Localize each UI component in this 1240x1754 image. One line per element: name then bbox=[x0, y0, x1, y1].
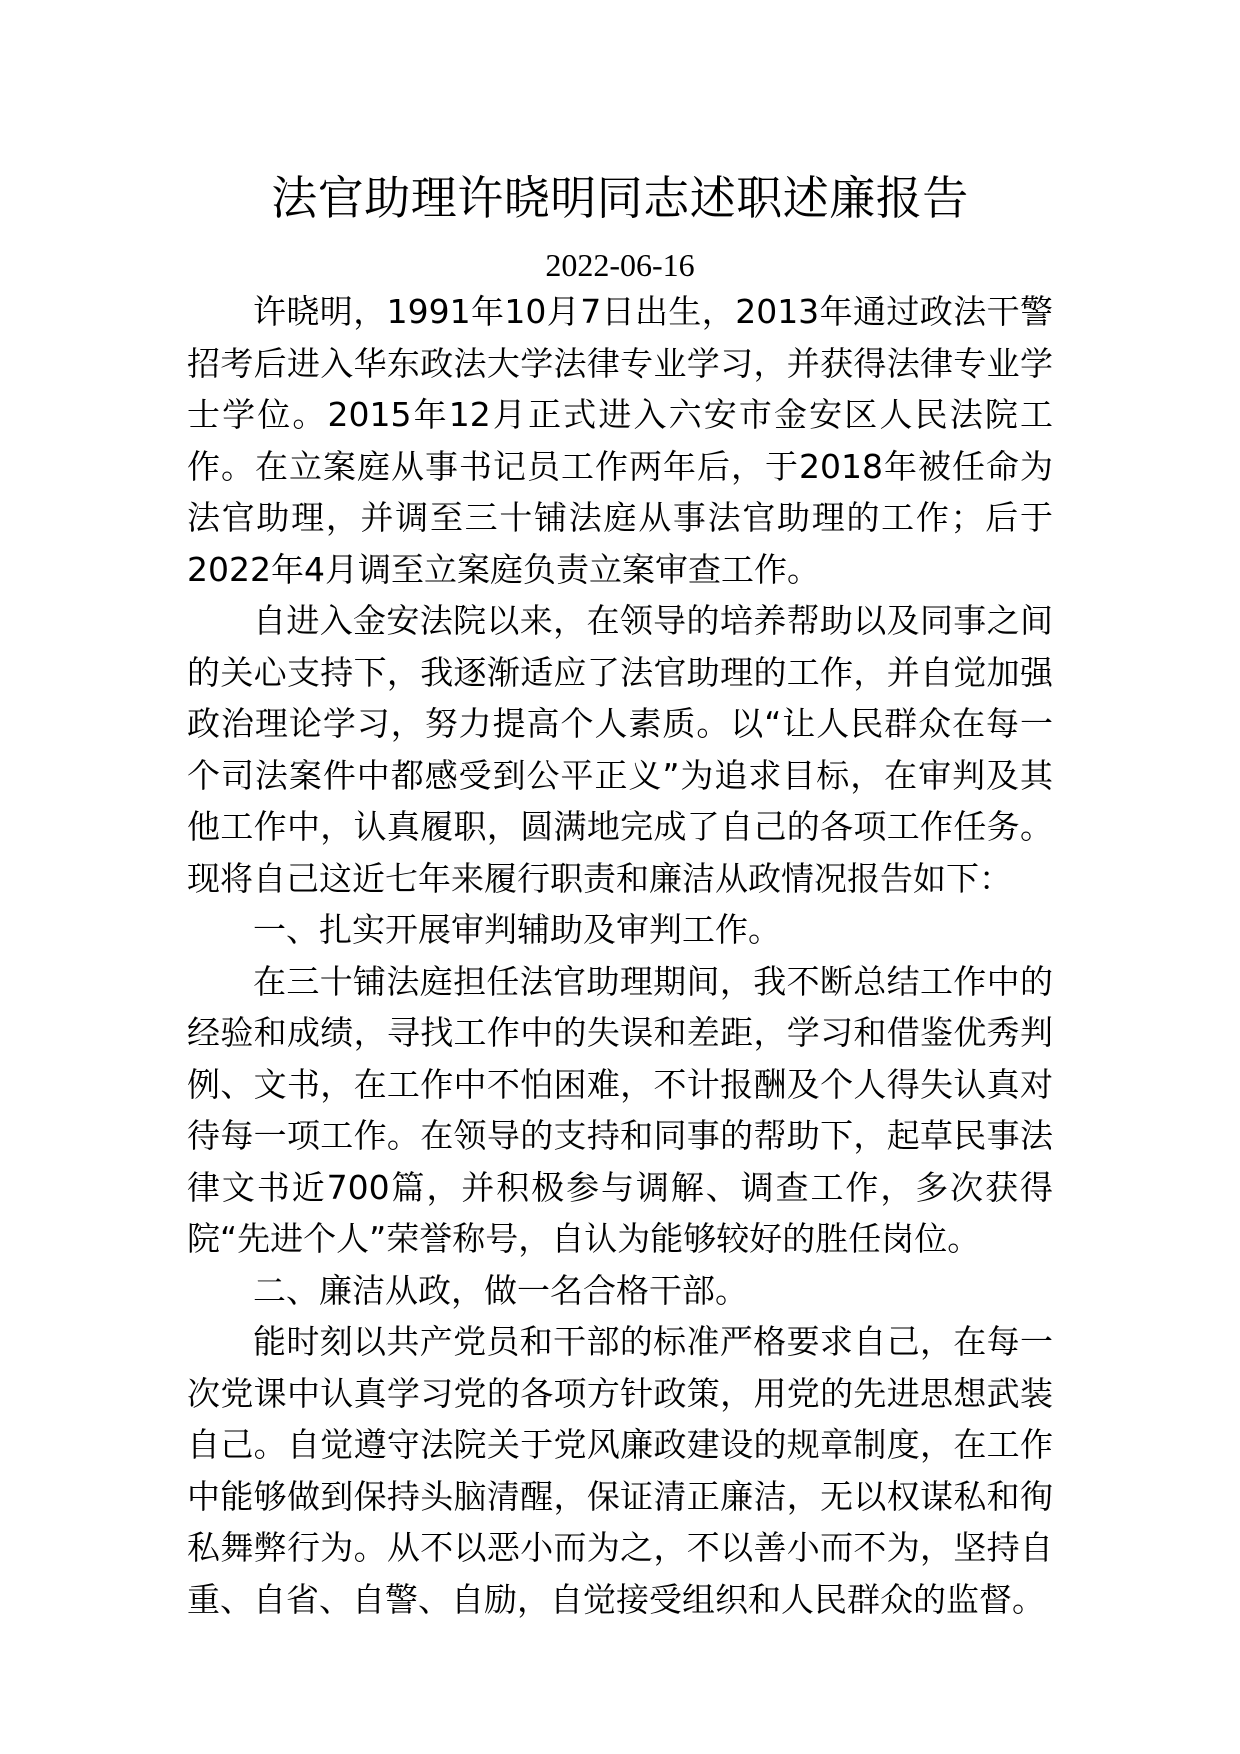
document-date: 2022-06-16 bbox=[545, 247, 695, 283]
paragraph-intro: 许晓明，1991年10月7日出生，2013年通过政法干警招考后进入华东政法大学法律专业学习，并获得法律专业学士学位。2015年12月正式进入六安市金安区人民法院工作。在立案庭从事书记员工作两年后，于2018年被任命为法官助理，并调至三十铺法庭从事法官助理的工作；后于2022年4月调至立案庭负责立案审查工作。 bbox=[187, 292, 1053, 589]
section-heading-1: 一、扎实开展审判辅助及审判工作。 bbox=[253, 910, 781, 949]
paragraph-overview: 自进入金安法院以来，在领导的培养帮助以及同事之间的关心支持下，我逐渐适应了法官助理的工作，并自觉加强政治理论学习，努力提高个人素质。以“让人民群众在每一个司法案件中都感受到公平正义”为追求目标，在审判及其他工作中，认真履职，圆满地完成了自己的各项工作任务。现将自己这近七年来履行职责和廉洁从政情况报告如下： bbox=[187, 601, 1053, 898]
document-body bbox=[187, 286, 1053, 1625]
paragraph-section-1: 在三十铺法庭担任法官助理期间，我不断总结工作中的经验和成绩，寻找工作中的失误和差距，学习和借鉴优秀判例、文书，在工作中不怕困难，不计报酬及个人得失认真对待每一项工作。在领导的支持和同事的帮助下，起草民事法律文书近700篇，并积极参与调解、调查工作，多次获得院“先进个人”荣誉称号，自认为能够较好的胜任岗位。 bbox=[187, 961, 1053, 1258]
paragraph-section-2: 能时刻以共产党员和干部的标准严格要求自己，在每一次党课中认真学习党的各项方针政策，用党的先进思想武装自己。自觉遵守法院关于党风廉政建设的规章制度，在工作中能够做到保持头脑清醒，保证清正廉洁，无以权谋私和徇私舞弊行为。从不以恶小而为之，不以善小而不为，坚持自重、自省、自警、自励，自觉接受组织和人民群众的监督。 bbox=[187, 1322, 1053, 1619]
section-heading-2: 二、廉洁从政，做一名合格干部。 bbox=[253, 1270, 748, 1310]
document-title: 法官助理许晓明同志述职述廉报告 bbox=[271, 171, 969, 225]
